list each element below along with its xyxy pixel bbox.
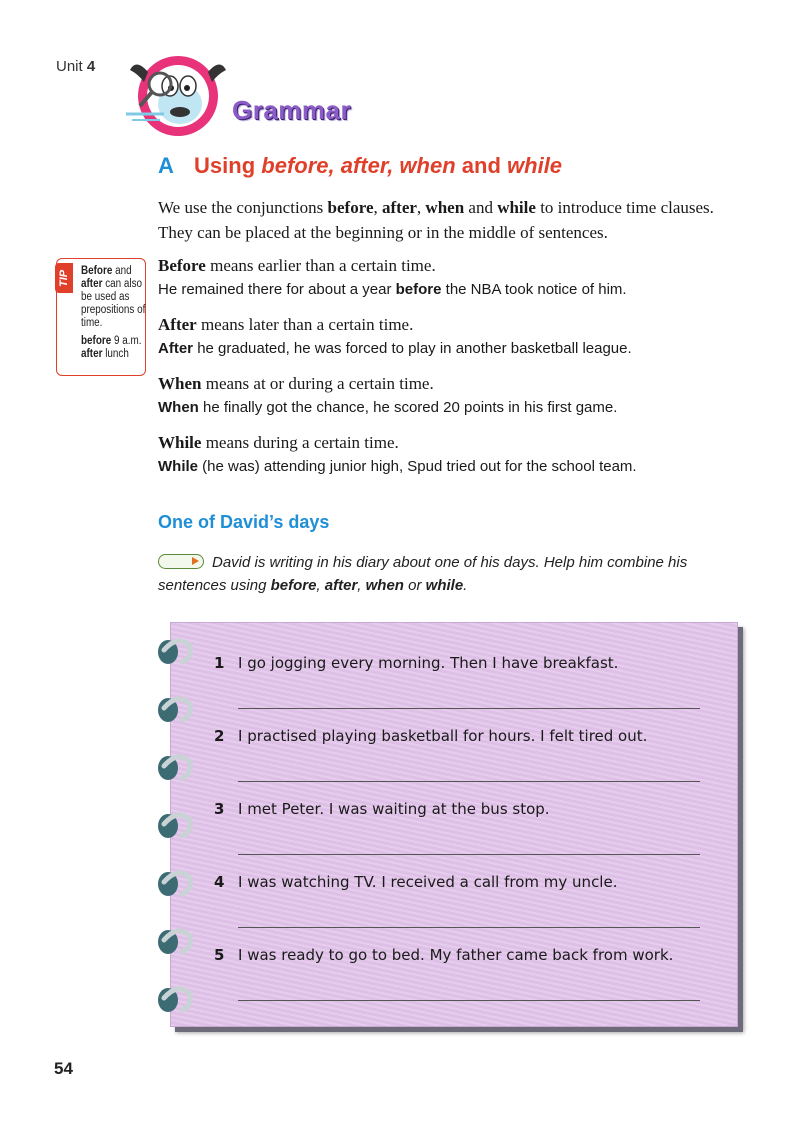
notebook-ring-icon: [156, 810, 194, 840]
rule-definition: means earlier than a certain time.: [210, 256, 436, 275]
item-number: 2: [214, 727, 225, 745]
instr-text: David is writing in his diary about one of his days. Help him combine his sentences using: [158, 554, 688, 594]
unit-number: 4: [86, 58, 96, 75]
tip-keyword: after: [81, 278, 103, 290]
instr-keyword: after: [324, 577, 358, 594]
notebook-ring-icon: [156, 636, 194, 666]
rule-keyword: Before: [158, 256, 206, 275]
rule-example-keyword: While: [158, 458, 198, 475]
instr-keyword: when: [365, 577, 404, 594]
intro-paragraph: [158, 195, 748, 245]
intro-text: We use the conjunctions: [158, 198, 324, 217]
page-number: 54: [54, 1059, 73, 1078]
rule-definition: means later than a certain time.: [200, 315, 414, 334]
section-title: Grammar: [232, 95, 352, 125]
instr-keyword: while: [425, 577, 464, 594]
audio-pill-icon: [158, 554, 204, 569]
rule-when: [158, 372, 748, 420]
grammar-mascot-logo: [122, 52, 232, 144]
rule-example: (he was) attending junior high, Spud tried out for the school team.: [202, 458, 637, 475]
instr-sep: or: [408, 577, 422, 594]
intro-sep: ,: [373, 198, 378, 217]
exercise-instructions: [158, 551, 758, 597]
notebook-ring-icon: [156, 984, 194, 1014]
rule-after: [158, 313, 748, 361]
answer-line[interactable]: [238, 708, 700, 709]
notebook-ring-icon: [156, 926, 194, 956]
answer-line[interactable]: [238, 927, 700, 928]
answer-line[interactable]: [238, 854, 700, 855]
exercise-item: [214, 800, 714, 818]
item-number: 4: [214, 873, 225, 891]
unit-label: [56, 58, 95, 75]
section-a-heading: [158, 153, 562, 179]
tip-text-part: lunch: [105, 348, 129, 360]
rule-example: he finally got the chance, he scored 20 points in his first game.: [203, 399, 618, 416]
rule-example: he graduated, he was forced to play in another basketball league.: [197, 340, 632, 357]
intro-keyword: while: [497, 198, 536, 217]
rule-example-keyword: When: [158, 399, 199, 416]
rule-example-keyword: before: [395, 281, 442, 298]
intro-sep: and: [468, 198, 493, 217]
item-number: 5: [214, 946, 225, 964]
rule-definition: means at or during a certain time.: [205, 374, 434, 393]
rule-definition: means during a certain time.: [205, 433, 399, 452]
intro-keyword: before: [327, 198, 374, 217]
rule-keyword: When: [158, 374, 202, 393]
exercise-item: [214, 654, 714, 672]
unit-label-text: Unit: [56, 58, 83, 75]
instr-keyword: before: [270, 577, 317, 594]
item-text: I met Peter. I was waiting at the bus stop.: [238, 800, 550, 818]
rule-before: [158, 254, 748, 302]
rule-example: He remained there for about a year: [158, 281, 392, 298]
item-text: I was ready to go to bed. My father came back from work.: [238, 946, 674, 964]
instr-sep: .: [463, 577, 468, 594]
intro-text: to introduce time clauses. They can be placed at the beginning or in the middle of sentences.: [158, 198, 714, 242]
heading-italic-1: before, after, when: [261, 153, 456, 178]
answer-line[interactable]: [238, 781, 700, 782]
item-number: 1: [214, 654, 225, 672]
tip-box: [56, 258, 146, 376]
intro-sep: ,: [416, 198, 422, 217]
tip-text-part: can also be used as prepositions of time.: [81, 278, 146, 329]
exercise-heading: One of David’s days: [158, 512, 330, 532]
exercise-item: [214, 873, 714, 891]
tip-tab: TIP: [55, 263, 73, 293]
exercise-item: [214, 727, 714, 745]
diary-notebook: [170, 622, 738, 1027]
rule-keyword: After: [158, 315, 197, 334]
rule-example-keyword: After: [158, 340, 194, 357]
heading-prefix: Using: [194, 153, 256, 178]
tip-text: [81, 265, 146, 361]
item-text: I was watching TV. I received a call from my uncle.: [238, 873, 618, 891]
tip-text-part: and: [115, 265, 132, 277]
answer-line[interactable]: [238, 1000, 700, 1001]
item-number: 3: [214, 800, 225, 818]
section-letter: A: [158, 153, 174, 178]
notebook-ring-icon: [156, 694, 194, 724]
tip-keyword: before: [81, 335, 112, 347]
rule-keyword: While: [158, 433, 202, 452]
tip-keyword: after: [81, 348, 103, 360]
item-text: I go jogging every morning. Then I have breakfast.: [238, 654, 619, 672]
intro-keyword: when: [425, 198, 465, 217]
heading-and: and: [461, 153, 501, 178]
item-text: I practised playing basketball for hours. I felt tired out.: [238, 727, 648, 745]
exercise-item: [214, 946, 714, 964]
instr-sep: ,: [316, 577, 321, 594]
rule-while: [158, 431, 748, 479]
tip-text-part: 9 a.m.: [113, 335, 142, 347]
heading-italic-2: while: [507, 153, 563, 178]
notebook-ring-icon: [156, 752, 194, 782]
instr-sep: ,: [357, 577, 362, 594]
rule-example: the NBA took notice of him.: [445, 281, 627, 298]
tip-keyword: Before: [81, 265, 113, 277]
notebook-ring-icon: [156, 868, 194, 898]
intro-keyword: after: [382, 198, 417, 217]
